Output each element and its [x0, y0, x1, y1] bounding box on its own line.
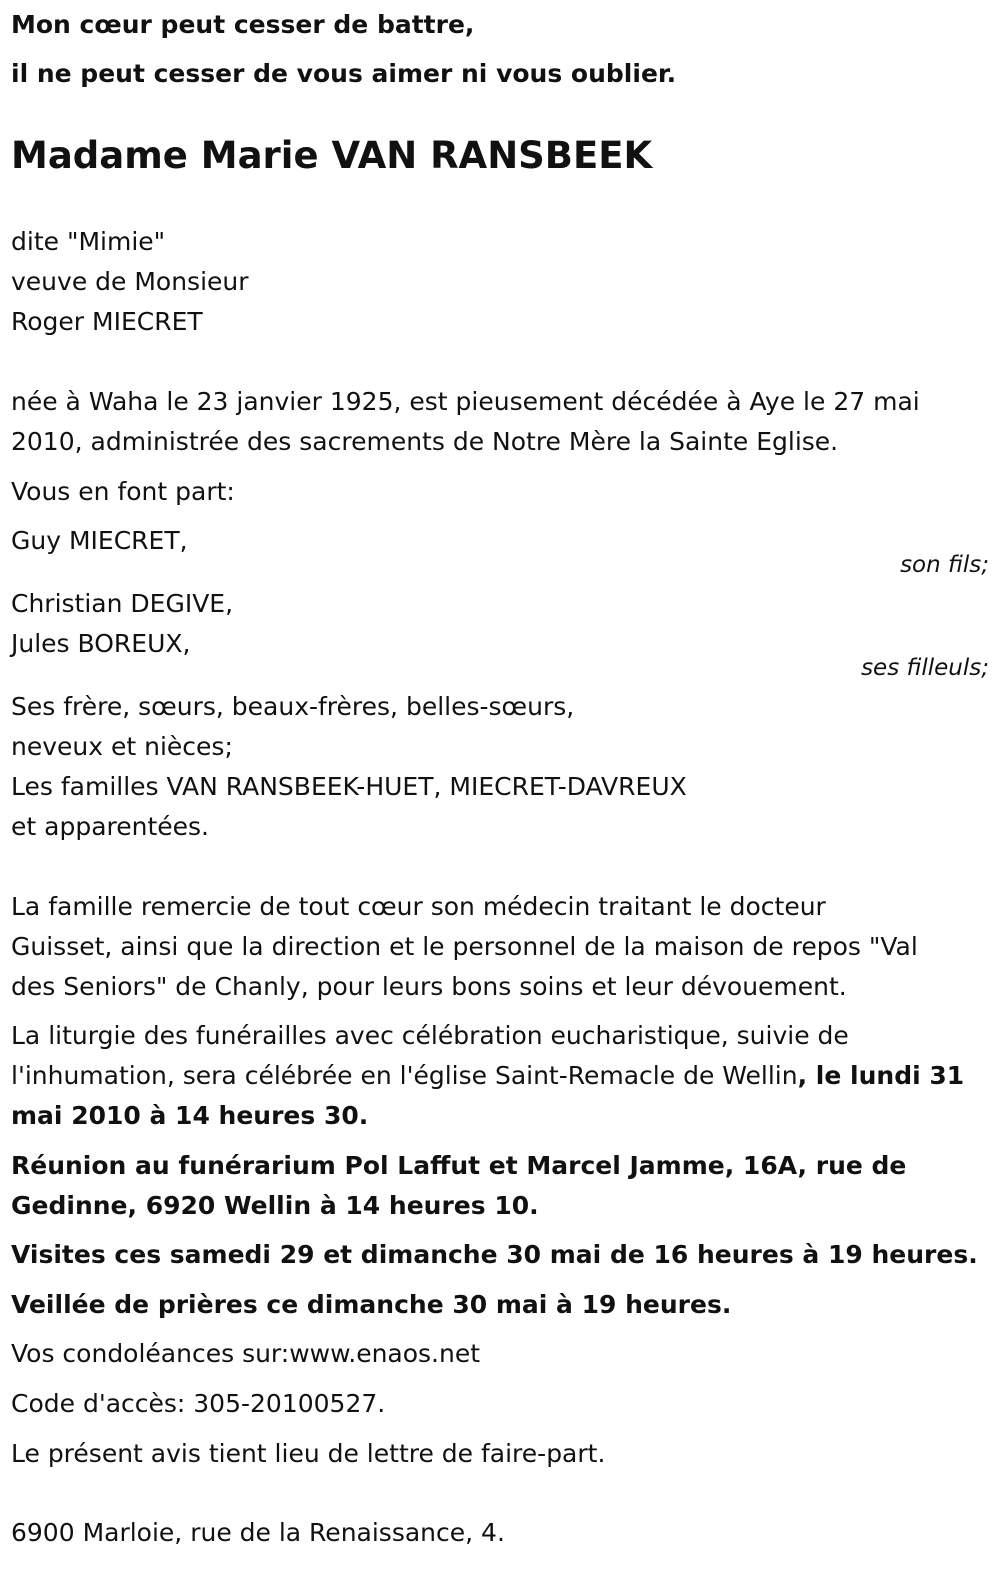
deceased-name: Madame Marie VAN RANSBEEK — [11, 134, 653, 177]
widow-line-1: veuve de Monsieur — [11, 267, 249, 296]
others-line-1: Ses frère, sœurs, beaux-frères, belles-sœurs, — [11, 692, 575, 721]
godson-1: Christian DEGIVE, — [11, 589, 234, 618]
son-name: Guy MIECRET, — [11, 526, 188, 555]
liturgy-line-2-regular: l'inhumation, sera célébrée en l'église Saint-Remacle de Wellin — [11, 1061, 798, 1090]
liturgy-line-2-bold: , le lundi 31 — [797, 1061, 965, 1090]
liturgy-line-3: mai 2010 à 14 heures 30. — [11, 1101, 369, 1130]
meeting-line-1: Réunion au funérarium Pol Laffut et Marcel Jamme, 16A, rue de — [11, 1151, 907, 1180]
son-relation: son fils; — [900, 552, 989, 578]
access-code-line: Code d'accès: 305-20100527. — [11, 1389, 386, 1418]
birth-death-line-2: 2010, administrée des sacrements de Notre Mère la Sainte Eglise. — [11, 427, 839, 456]
meeting-line-2: Gedinne, 6920 Wellin à 14 heures 10. — [11, 1191, 539, 1220]
nickname-line: dite "Mimie" — [11, 227, 166, 256]
visits-line: Visites ces samedi 29 et dimanche 30 mai de 16 heures à 19 heures. — [11, 1240, 978, 1269]
condolences-line: Vos condoléances sur:www.enaos.net — [11, 1339, 481, 1368]
epigraph-line-2: il ne peut cesser de vous aimer ni vous oublier. — [11, 59, 677, 88]
others-line-3: Les familles VAN RANSBEEK-HUET, MIECRET-DAVREUX — [11, 772, 687, 801]
others-line-4: et apparentées. — [11, 812, 209, 841]
thanks-line-1: La famille remercie de tout cœur son médecin traitant le docteur — [11, 892, 826, 921]
epigraph-line-1: Mon cœur peut cesser de battre, — [11, 10, 475, 39]
announce-intro: Vous en font part: — [11, 477, 235, 506]
widow-line-2: Roger MIECRET — [11, 307, 203, 336]
notice-line: Le présent avis tient lieu de lettre de faire-part. — [11, 1439, 606, 1468]
thanks-line-3: des Seniors" de Chanly, pour leurs bons soins et leur dévouement. — [11, 972, 847, 1001]
liturgy-line-2 — [11, 1056, 964, 1096]
godsons-relation: ses filleuls; — [861, 655, 989, 681]
liturgy-line-1: La liturgie des funérailles avec célébration eucharistique, suivie de — [11, 1021, 849, 1050]
address-line: 6900 Marloie, rue de la Renaissance, 4. — [11, 1518, 505, 1547]
godson-2: Jules BOREUX, — [11, 629, 191, 658]
birth-death-line-1: née à Waha le 23 janvier 1925, est pieusement décédée à Aye le 27 mai — [11, 387, 920, 416]
thanks-line-2: Guisset, ainsi que la direction et le personnel de la maison de repos "Val — [11, 932, 918, 961]
vigil-line: Veillée de prières ce dimanche 30 mai à 19 heures. — [11, 1290, 732, 1319]
others-line-2: neveux et nièces; — [11, 732, 233, 761]
